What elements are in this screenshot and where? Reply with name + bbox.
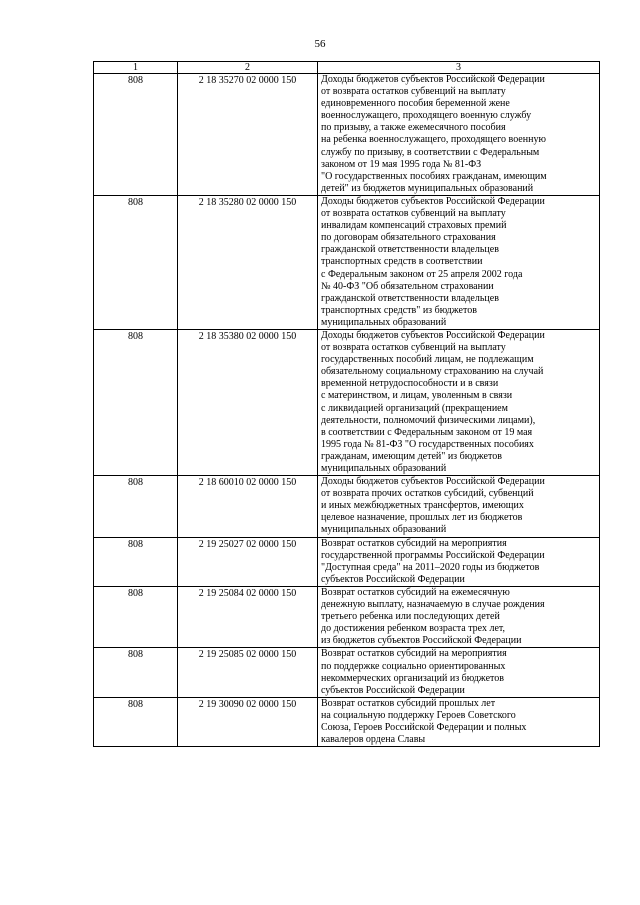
kbk-code-cell: 2 19 25084 02 0000 150 bbox=[178, 586, 318, 647]
kbk-code-cell: 2 19 30090 02 0000 150 bbox=[178, 697, 318, 746]
description-cell: Доходы бюджетов субъектов Российской Федерации от возврата остатков субвенций на выплату государственных пособий лицам, не подлежащим обязательному социальному страхованию на случай временной нетрудоспособности и в связи с материнством, и лицам, уволенным в связи с ликвидацией организаций (прекращением деятельности, полномочий физическими лицами), в соответствии с Федеральным законом от 19 мая 1995 года № 81-ФЗ "О государственных пособиях гражданам, имеющим детей" из бюджетов муниципальных образований bbox=[318, 329, 600, 475]
admin-code-cell: 808 bbox=[94, 195, 178, 329]
admin-code-cell: 808 bbox=[94, 74, 178, 196]
description-cell: Возврат остатков субсидий прошлых лет на социальную поддержку Героев Советского Союза, Героев Российской Федерации и полных кавалеров ордена Славы bbox=[318, 697, 600, 746]
description-cell: Доходы бюджетов субъектов Российской Федерации от возврата остатков субвенций на выплату инвалидам компенсаций страховых премий по договорам обязательного страхования гражданской ответственности владельцев транспортных средств в соответствии с Федеральным законом от 25 апреля 2002 года № 40-ФЗ "Об обязательном страховании гражданской ответственности владельцев транспортных средств" из бюджетов муниципальных образований bbox=[318, 195, 600, 329]
kbk-code-cell: 2 18 35270 02 0000 150 bbox=[178, 74, 318, 196]
kbk-code-cell: 2 19 25085 02 0000 150 bbox=[178, 648, 318, 697]
description-cell: Возврат остатков субсидий на ежемесячную денежную выплату, назначаемую в случае рождения третьего ребенка или последующих детей до достижения ребенком возраста трех лет, из бюджетов субъектов Российской Федерации bbox=[318, 586, 600, 647]
table-row bbox=[94, 586, 600, 647]
admin-code-cell: 808 bbox=[94, 697, 178, 746]
table-row bbox=[94, 74, 600, 196]
kbk-code-cell: 2 18 35380 02 0000 150 bbox=[178, 329, 318, 475]
kbk-code-cell: 2 18 60010 02 0000 150 bbox=[178, 476, 318, 537]
admin-code-cell: 808 bbox=[94, 476, 178, 537]
column-header-2: 2 bbox=[178, 62, 318, 74]
kbk-code-cell: 2 18 35280 02 0000 150 bbox=[178, 195, 318, 329]
column-header-3: 3 bbox=[318, 62, 600, 74]
kbk-code-cell: 2 19 25027 02 0000 150 bbox=[178, 537, 318, 586]
table-row bbox=[94, 476, 600, 537]
description-cell: Возврат остатков субсидий на мероприятия по поддержке социально ориентированных некоммерческих организаций из бюджетов субъектов Российской Федерации bbox=[318, 648, 600, 697]
table-row bbox=[94, 537, 600, 586]
budget-codes-table bbox=[93, 61, 600, 747]
description-cell: Возврат остатков субсидий на мероприятия государственной программы Российской Федерации "Доступная среда" на 2011–2020 годы из бюджетов субъектов Российской Федерации bbox=[318, 537, 600, 586]
table-row bbox=[94, 697, 600, 746]
description-cell: Доходы бюджетов субъектов Российской Федерации от возврата остатков субвенций на выплату единовременного пособия беременной жене военнослужащего, проходящего военную службу по призыву, а также ежемесячного пособия на ребенка военнослужащего, проходящего военную службу по призыву, в соответствии с Федеральным законом от 19 мая 1995 года № 81-ФЗ "О государственных пособиях гражданам, имеющим детей" из бюджетов муниципальных образований bbox=[318, 74, 600, 196]
admin-code-cell: 808 bbox=[94, 586, 178, 647]
column-header-1: 1 bbox=[94, 62, 178, 74]
description-cell: Доходы бюджетов субъектов Российской Федерации от возврата прочих остатков субсидий, субвенций и иных межбюджетных трансфертов, имеющих целевое назначение, прошлых лет из бюджетов муниципальных образований bbox=[318, 476, 600, 537]
admin-code-cell: 808 bbox=[94, 537, 178, 586]
admin-code-cell: 808 bbox=[94, 648, 178, 697]
page-number: 56 bbox=[314, 38, 326, 50]
admin-code-cell: 808 bbox=[94, 329, 178, 475]
table-row bbox=[94, 648, 600, 697]
table-row bbox=[94, 195, 600, 329]
header-row bbox=[94, 62, 600, 74]
table-row bbox=[94, 329, 600, 475]
